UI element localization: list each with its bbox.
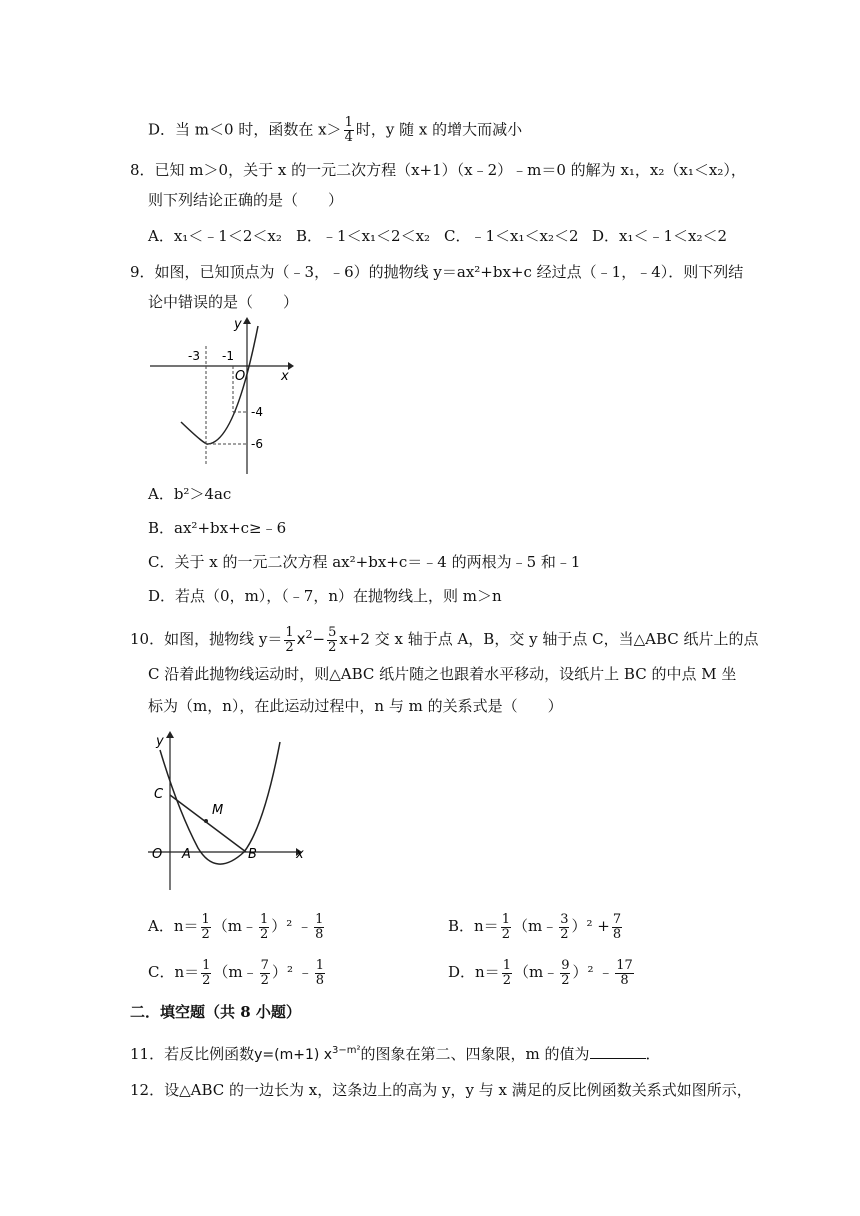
q10-option-b: B．n＝ $\frac{1}{2}$ （m﹣ $\frac{3}{2}$ ）² + $\frac{7}{8}$: [448, 911, 622, 942]
q9-option-d: D．若点（0，m），（﹣7，n）在抛物线上，则 m＞n: [148, 587, 502, 605]
q10-stem-line1: 10．如图，抛物线 y＝ $\frac{1}{2}$ $x^2-$ $\frac{5}{2}$ x+2 交 x 轴于点 A，B，交 y 轴于点 C，当△ABC 纸片上的点: [130, 624, 759, 655]
q10-fraction-2: $\frac{5}{2}$: [328, 624, 337, 655]
q10-point-m: [204, 819, 208, 823]
q8-option-c: C．﹣1＜x₁＜x₂＜2: [444, 227, 579, 245]
q9-parabola-figure: [148, 316, 294, 476]
q10-label-x: x: [296, 847, 304, 862]
q11-stem: 11．若反比例函数y=(m+1) $x^{3-m^2}$的图象在第二、四象限，m 的值为 ．: [130, 1045, 661, 1063]
q9-label-y: y: [234, 317, 242, 332]
q9-label-minus6: -6: [251, 437, 263, 451]
q8-stem-line2: 则下列结论正确的是（ ）: [148, 191, 344, 209]
q10-label-y: y: [156, 734, 164, 749]
q10-stem-line2: C 沿着此抛物线运动时，则△ABC 纸片随之也跟着水平移动，设纸片上 BC 的中点 M 坐: [148, 665, 737, 683]
q10-option-c: C．n＝ $\frac{1}{2}$ （m﹣ $\frac{7}{2}$ ）² ﹣ $\frac{1}{8}$: [148, 957, 325, 988]
q10-parabola-figure: [148, 728, 308, 894]
q9-stem-line1: 9．如图，已知顶点为（﹣3，﹣6）的抛物线 y＝ax²+bx+c 经过点（﹣1，﹣4）．则下列结: [130, 263, 744, 281]
q10-label-m: M: [212, 803, 224, 818]
q9-x-arrow: [288, 362, 294, 370]
q10-y-arrow: [166, 731, 174, 738]
q9-label-minus3: -3: [188, 349, 200, 363]
q11-answer-blank[interactable]: [590, 1044, 646, 1059]
q9-option-c: C．关于 x 的一元二次方程 ax²+bx+c＝﹣4 的两根为﹣5 和﹣1: [148, 553, 581, 571]
q12-stem-line1: 12．设△ABC 的一边长为 x，这条边上的高为 y，y 与 x 满足的反比例函数关系式如图所示，: [130, 1081, 752, 1099]
q10-label-c: C: [154, 787, 164, 802]
q9-stem-line2: 论中错误的是（ ）: [148, 293, 299, 311]
q10-segment-bc: [170, 795, 246, 852]
q7-option-d: D．当 m＜0 时，函数在 x＞ $\frac{1}{4}$ 时，y 随 x 的增大而减小: [148, 115, 523, 145]
q9-label-minus4: -4: [251, 405, 263, 419]
q9-label-x: x: [281, 369, 289, 384]
q7-fraction: $\frac{1}{4}$: [344, 115, 353, 145]
q9-label-minus1: -1: [222, 349, 234, 363]
q10-stem-line3: 标为（m，n），在此运动过程中，n 与 m 的关系式是（ ）: [148, 697, 563, 715]
q8-stem-line1: 8．已知 m＞0，关于 x 的一元二次方程（x+1）（x﹣2）﹣m＝0 的解为 x₁，x₂（x₁＜x₂），: [130, 161, 746, 179]
q9-label-origin: O: [235, 369, 246, 384]
q8-option-a: A．x₁＜﹣1＜2＜x₂: [148, 227, 282, 245]
q10-label-origin: O: [152, 847, 163, 862]
q10-option-d: D．n＝ $\frac{1}{2}$ （m﹣ $\frac{9}{2}$ ）² ﹣ $\frac{17}{8}$: [448, 957, 633, 988]
q10-option-a: A．n＝ $\frac{1}{2}$ （m﹣ $\frac{1}{2}$ ）² ﹣ $\frac{1}{8}$: [148, 911, 324, 942]
q9-option-a: A．b²＞4ac: [148, 485, 232, 503]
q10-label-b: B: [248, 847, 257, 862]
q9-y-arrow: [243, 317, 251, 324]
q10-label-a: A: [182, 847, 191, 862]
q8-option-b: B．﹣1＜x₁＜2＜x₂: [296, 227, 431, 245]
q8-option-d: D．x₁＜﹣1＜x₂＜2: [592, 227, 728, 245]
q9-option-b: B．ax²+bx+c≥﹣6: [148, 519, 287, 537]
q10-fraction-1: $\frac{1}{2}$: [285, 624, 294, 655]
q11-formula: y=(m+1) x: [254, 1047, 333, 1063]
section-fill-in-title: 二．填空题（共 8 小题）: [130, 1003, 301, 1021]
